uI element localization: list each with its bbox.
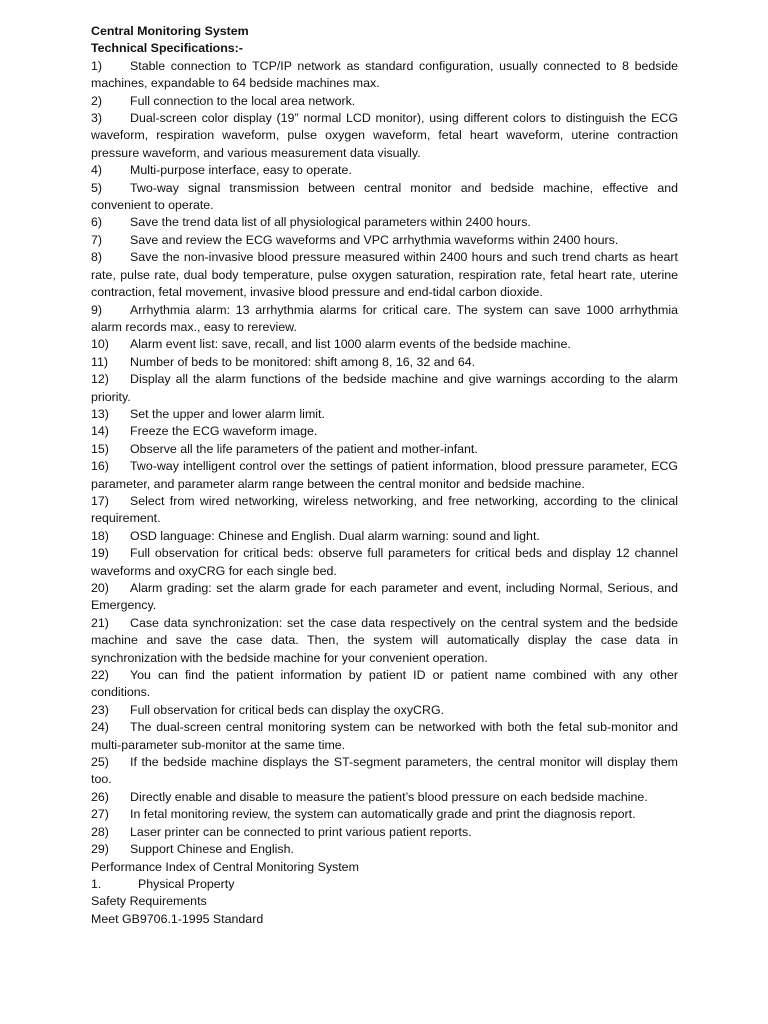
safety-heading: Safety Requirements bbox=[91, 894, 207, 909]
list-item-text: Save and review the ECG waveforms and VPC arrhythmia waveforms within 2400 hours. bbox=[130, 232, 619, 247]
list-item bbox=[91, 302, 678, 337]
list-item-number: 11) bbox=[91, 354, 108, 369]
list-item bbox=[91, 180, 678, 215]
list-item-text: Two-way intelligent control over the settings of patient information, blood pressure parameter, ECG parameter, and parameter alarm range between the central monitor and bedside machine. bbox=[91, 459, 678, 491]
list-item bbox=[91, 719, 678, 754]
document-subtitle: Technical Specifications:- bbox=[91, 41, 243, 56]
list-item-number: 17) bbox=[91, 493, 109, 508]
list-item bbox=[91, 545, 678, 580]
list-item-text: Two-way signal transmission between central monitor and bedside machine, effective and convenient to operate. bbox=[91, 180, 678, 213]
list-item bbox=[91, 336, 678, 353]
document-title: Central Monitoring System bbox=[91, 24, 249, 38]
specification-list bbox=[91, 58, 678, 859]
list-item-number: 27) bbox=[91, 807, 109, 822]
list-item-number: 26) bbox=[91, 789, 109, 804]
standard-line: Meet GB9706.1-1995 Standard bbox=[91, 911, 264, 926]
list-item-number: 4) bbox=[91, 163, 103, 178]
list-item bbox=[91, 667, 678, 702]
list-item bbox=[91, 423, 678, 440]
list-item-number: 19) bbox=[91, 546, 109, 561]
list-item-text: You can find the patient information by patient ID or patient name combined with any other conditions. bbox=[91, 668, 678, 700]
list-item bbox=[91, 493, 678, 528]
list-item-number: 18) bbox=[91, 528, 109, 543]
list-item-number: 3) bbox=[91, 111, 103, 126]
list-item bbox=[91, 841, 678, 858]
list-item bbox=[91, 754, 678, 789]
list-item-text: Full observation for critical beds can display the oxyCRG. bbox=[130, 702, 445, 717]
list-item-number: 14) bbox=[91, 424, 109, 439]
list-item-text: Full observation for critical beds: observe full parameters for critical beds and display 12 channel waveforms and oxyCRG for each single bed. bbox=[91, 546, 678, 578]
list-item bbox=[91, 93, 678, 110]
list-item bbox=[91, 249, 678, 301]
list-item-number: 13) bbox=[91, 406, 109, 421]
list-item-text: Case data synchronization: set the case data respectively on the central system and the bedside machine and save the case data. Then, the system will automatically display the case data in synchronization with the bedside machine for your convenient operation. bbox=[91, 615, 678, 665]
list-item bbox=[91, 214, 678, 231]
list-item-number: 20) bbox=[91, 581, 109, 595]
list-item-number: 6) bbox=[91, 215, 103, 230]
list-item-text: Freeze the ECG waveform image. bbox=[130, 424, 318, 439]
list-item-text: Stable connection to TCP/IP network as standard configuration, usually connected to 8 bedside machines, expandable to 64 bedside machines max. bbox=[91, 58, 678, 91]
list-item-number: 24) bbox=[91, 720, 109, 735]
list-item-text: Multi-purpose interface, easy to operate. bbox=[130, 163, 352, 178]
performance-heading: Performance Index of Central Monitoring System bbox=[91, 859, 359, 874]
list-item-text: Save the non-invasive blood pressure measured within 2400 hours and such trend charts as heart rate, pulse rate, dual body temperature, pulse oxygen saturation, respiration rate, fetal heart rate, uterine contraction, fetal movement, invasive blood pressure and end-tidal carbon dioxide. bbox=[91, 250, 678, 300]
list-item-text: If the bedside machine displays the ST-segment parameters, the central monitor will display them too. bbox=[91, 755, 678, 787]
list-item bbox=[91, 406, 678, 423]
list-item bbox=[91, 458, 678, 493]
physical-property-label: Physical Property bbox=[138, 876, 235, 891]
list-item-text: The dual-screen central monitoring system can be networked with both the fetal sub-monitor and multi-parameter sub-monitor at the same time. bbox=[91, 720, 678, 752]
list-item-number: 15) bbox=[91, 441, 109, 456]
list-item-text: Save the trend data list of all physiological parameters within 2400 hours. bbox=[130, 215, 531, 230]
list-item-text: Observe all the life parameters of the patient and mother-infant. bbox=[130, 441, 478, 456]
list-item-text: Directly enable and disable to measure the patient’s blood pressure on each bedside machine. bbox=[130, 789, 648, 804]
list-item-text: Full connection to the local area network. bbox=[130, 93, 356, 108]
list-item-text: Set the upper and lower alarm limit. bbox=[130, 406, 325, 421]
list-item bbox=[91, 162, 678, 179]
list-item-number: 8) bbox=[91, 250, 103, 265]
list-item-number: 22) bbox=[91, 668, 109, 683]
list-item-number: 1) bbox=[91, 58, 103, 73]
list-item-text: Number of beds to be monitored: shift among 8, 16, 32 and 64. bbox=[130, 354, 476, 369]
list-item bbox=[91, 371, 678, 406]
list-item-number: 7) bbox=[91, 232, 103, 247]
list-item-text: Alarm event list: save, recall, and list 1000 alarm events of the bedside machine. bbox=[130, 337, 571, 352]
list-item bbox=[91, 580, 678, 615]
list-item-number: 16) bbox=[91, 459, 109, 474]
list-item-number: 2) bbox=[91, 93, 103, 108]
list-item bbox=[91, 58, 678, 93]
list-item-number: 10) bbox=[91, 337, 109, 352]
list-item-text: Dual-screen color display (19” normal LCD monitor), using different colors to distinguish the ECG waveform, respiration waveform, pulse oxygen waveform, fetal heart waveform, uterine contraction pressure waveform, and various measurement data visually. bbox=[91, 111, 678, 160]
physical-property-number: 1. bbox=[91, 876, 102, 891]
list-item bbox=[91, 806, 678, 823]
list-item-number: 12) bbox=[91, 372, 109, 387]
list-item-text: Display all the alarm functions of the bedside machine and give warnings according to the alarm priority. bbox=[91, 372, 678, 404]
list-item bbox=[91, 441, 678, 458]
physical-property-line bbox=[91, 876, 678, 893]
list-item bbox=[91, 232, 678, 249]
list-item-text: Alarm grading: set the alarm grade for each parameter and event, including Normal, Serious, and Emergency. bbox=[91, 581, 678, 613]
list-item-number: 29) bbox=[91, 842, 109, 857]
list-item-text: In fetal monitoring review, the system can automatically grade and print the diagnosis report. bbox=[130, 807, 636, 822]
list-item bbox=[91, 615, 678, 667]
list-item-number: 25) bbox=[91, 755, 109, 770]
list-item-number: 9) bbox=[91, 302, 103, 317]
list-item-number: 28) bbox=[91, 824, 109, 839]
list-item-number: 23) bbox=[91, 702, 109, 717]
list-item-text: Support Chinese and English. bbox=[130, 842, 294, 857]
list-item-text: Select from wired networking, wireless networking, and free networking, according to the clinical requirement. bbox=[91, 493, 678, 526]
document-page bbox=[91, 23, 678, 928]
list-item bbox=[91, 789, 678, 806]
list-item-text: Arrhythmia alarm: 13 arrhythmia alarms for critical care. The system can save 1000 arrhythmia alarm records max., easy to rereview. bbox=[91, 302, 678, 334]
list-item-number: 5) bbox=[91, 180, 103, 195]
list-item bbox=[91, 110, 678, 162]
list-item-text: OSD language: Chinese and English. Dual alarm warning: sound and light. bbox=[130, 528, 540, 543]
list-item-text: Laser printer can be connected to print various patient reports. bbox=[130, 824, 472, 839]
list-item-number: 21) bbox=[91, 615, 109, 630]
list-item bbox=[91, 354, 678, 371]
list-item bbox=[91, 702, 678, 719]
list-item bbox=[91, 528, 678, 545]
list-item bbox=[91, 824, 678, 841]
